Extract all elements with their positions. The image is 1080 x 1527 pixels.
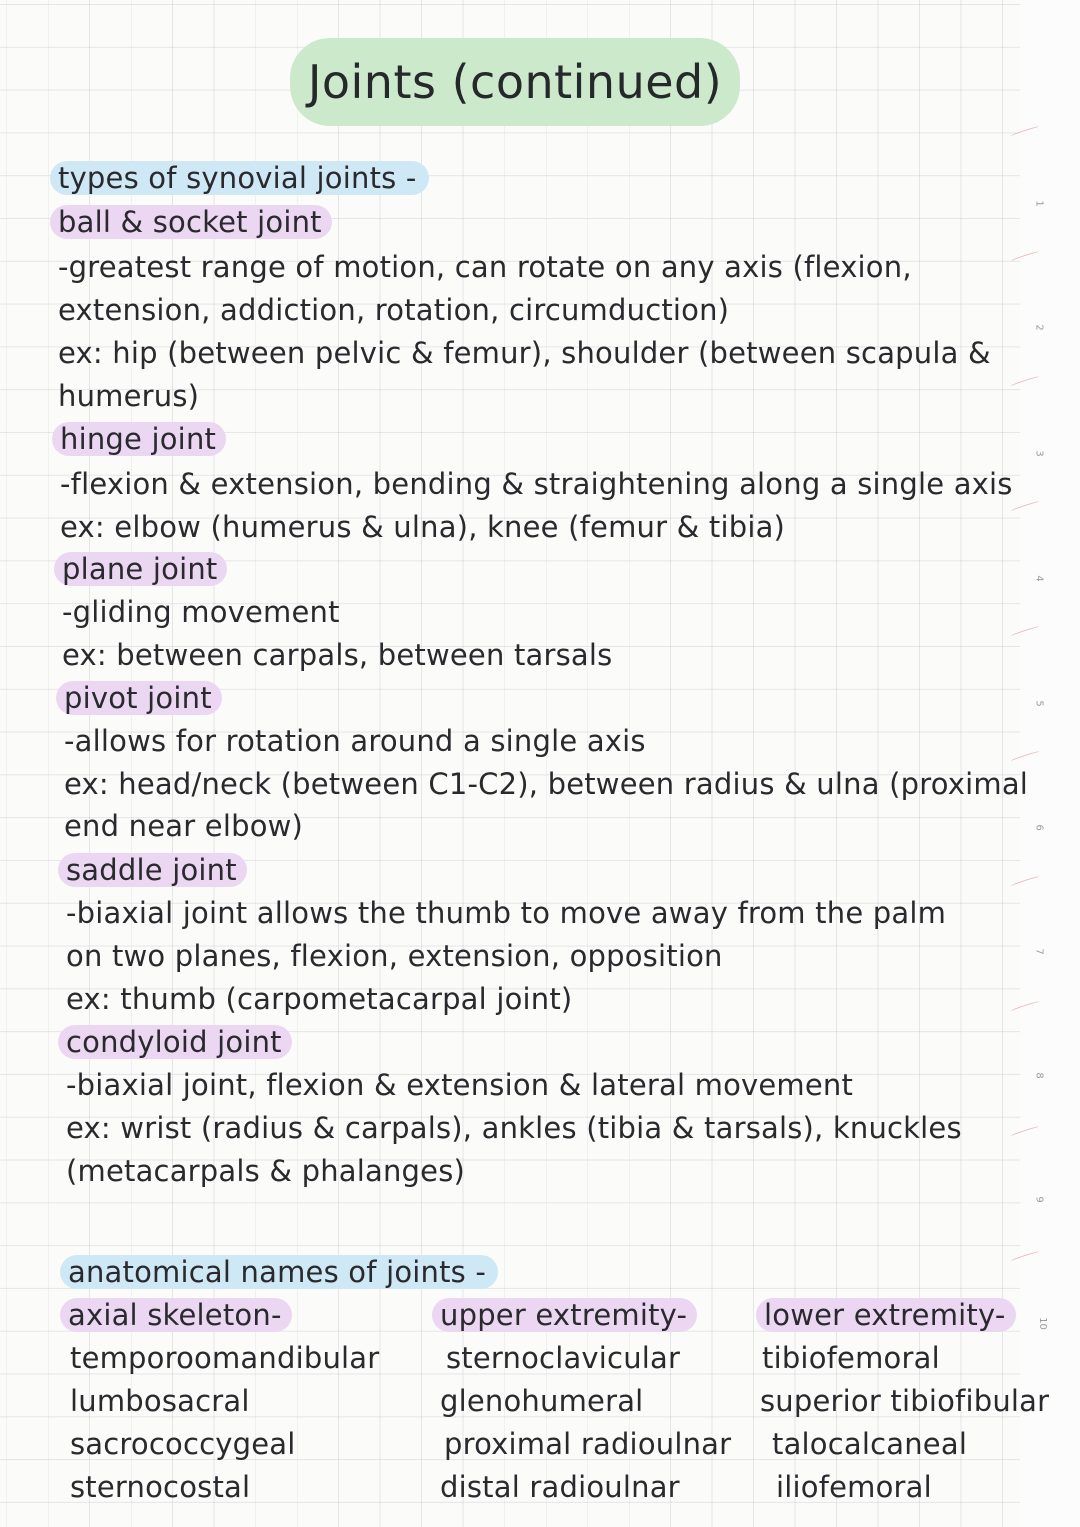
joint-item: tibiofemoral [762,1341,940,1375]
joint-name: ball & socket joint [58,202,332,242]
joint-name: hinge joint [60,419,226,459]
margin-mark: 7 [1033,948,1045,955]
note-line: -biaxial joint, flexion & extension & lateral movement [66,1068,854,1102]
note-line: extension, addiction, rotation, circumduction) [58,293,730,327]
joint-item: iliofemoral [776,1470,932,1504]
joint-item: temporoomandibular [70,1341,380,1375]
joint-item: glenohumeral [440,1384,644,1418]
note-line: -biaxial joint allows the thumb to move away from the palm [66,896,947,930]
joint-name: pivot joint [64,678,222,718]
note-line: -allows for rotation around a single axis [64,724,646,758]
note-line: humerus) [58,379,200,413]
joint-name: plane joint [62,549,227,589]
note-line: -flexion & extension, bending & straightening along a single axis [60,467,1013,501]
joint-item: talocalcaneal [772,1427,968,1461]
note-line: on two planes, flexion, extension, opposition [66,939,723,973]
note-line: ex: between carpals, between tarsals [62,638,613,672]
column-heading-axial: axial skeleton- [68,1295,292,1335]
margin-mark: 8 [1033,1072,1045,1079]
page-title: Joints (continued) [307,55,723,109]
margin-mark: 4 [1033,575,1045,582]
joint-name: saddle joint [66,850,247,890]
note-line: (metacarpals & phalanges) [66,1154,466,1188]
section-heading: anatomical names of joints - [68,1252,498,1292]
margin-mark: 1 [1033,200,1045,207]
note-line: ex: wrist (radius & carpals), ankles (tibia & tarsals), knuckles [66,1111,962,1145]
note-line: -greatest range of motion, can rotate on any axis (flexion, [58,250,912,284]
column-heading-lower: lower extremity- [764,1295,1016,1335]
joint-item: lumbosacral [70,1384,250,1418]
joint-item: sternoclavicular [446,1341,681,1375]
joint-item: distal radioulnar [440,1470,680,1504]
margin-mark: 6 [1033,824,1045,831]
margin-mark: 5 [1033,700,1045,707]
joint-item: superior tibiofibular [760,1384,1050,1418]
page-margin [1020,0,1080,1527]
note-line: ex: head/neck (between C1-C2), between radius & ulna (proximal [64,767,1029,801]
title-highlight [290,38,740,126]
note-line: end near elbow) [64,809,304,843]
note-line: ex: thumb (carpometacarpal joint) [66,982,573,1016]
note-line: -gliding movement [62,595,340,629]
margin-mark: 9 [1033,1196,1045,1203]
column-heading-upper: upper extremity- [440,1295,697,1335]
joint-name: condyloid joint [66,1022,292,1062]
note-line: ex: hip (between pelvic & femur), shoulder (between scapula & [58,336,991,370]
note-line: ex: elbow (humerus & ulna), knee (femur & tibia) [60,510,786,544]
margin-mark: 3 [1033,450,1045,457]
joint-item: proximal radioulnar [444,1427,732,1461]
joint-item: sacrococcygeal [70,1427,296,1461]
joint-item: sternocostal [70,1470,251,1504]
margin-mark: 2 [1033,324,1045,331]
margin-mark: 10 [1036,1317,1048,1330]
section-heading: types of synovial joints - [58,158,429,198]
